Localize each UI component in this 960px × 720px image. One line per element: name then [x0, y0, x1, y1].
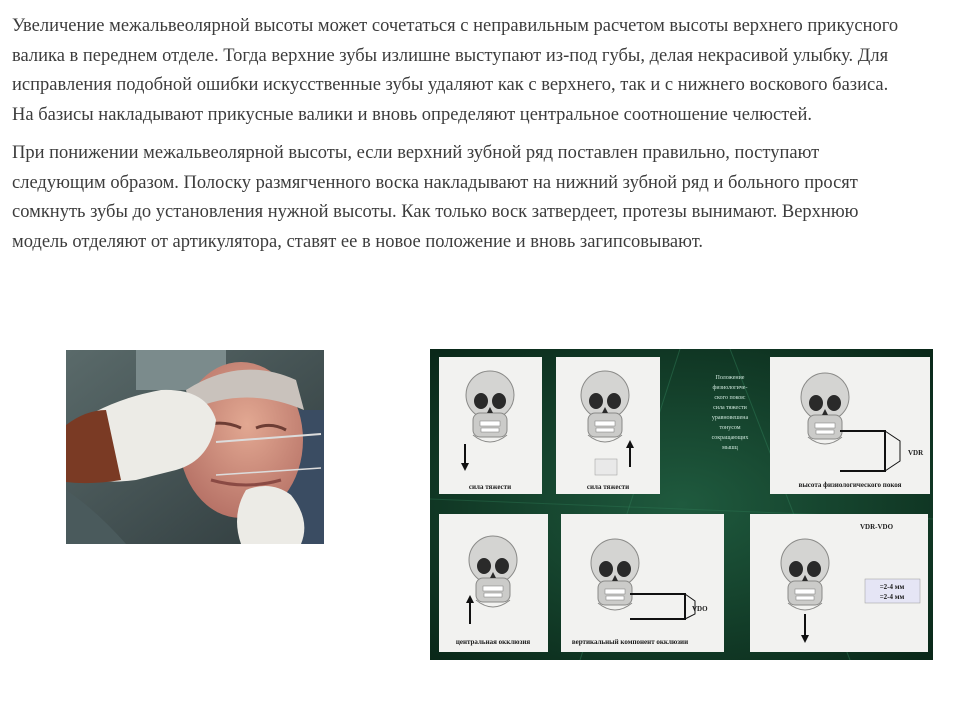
panel-6-formula-bottom: =2-4 мм: [879, 593, 905, 601]
svg-text:мышц: мышц: [722, 445, 738, 451]
svg-text:Положение: Положение: [715, 375, 745, 381]
svg-text:тонусом: тонусом: [719, 425, 741, 431]
panel-1: [439, 357, 542, 494]
panel-3-caption: высота физиологического покоя: [798, 481, 902, 489]
paragraph-1: Увеличение межальвеолярной высоты может сочетаться с неправильным расчетом высоты верхнего прикусного валика в переднем отделе. Тогда верхние зубы излишне выступают из-под губы, делая некрасивой улыбку. Для исправления подобной ошибки искусственные зубы удаляют как с верхнего, так и с нижнего воскового базиса. На базисы накладывают прикусные валики и вновь определяют центральное соотношение челюстей.: [12, 16, 899, 125]
panel-5-caption: вертикальный компонент окклюзии: [571, 638, 689, 646]
svg-text:уравновешена: уравновешена: [711, 415, 749, 421]
panel-2: [556, 357, 660, 494]
panel-3-vdr: VDR: [908, 449, 924, 457]
panel-4-caption: центральная окклюзия: [455, 638, 531, 646]
panel-5-vdo: VDO: [692, 605, 708, 613]
svg-text:сила тяжести: сила тяжести: [713, 405, 747, 411]
skull-diagram-figure: [430, 349, 933, 660]
panel-4: [439, 514, 548, 652]
panel-2-caption: сила тяжести: [586, 483, 630, 491]
clinical-photo: [66, 350, 324, 544]
svg-text:ского покоя:: ского покоя:: [714, 395, 746, 401]
svg-text:сокращающих: сокращающих: [711, 435, 749, 441]
panel-6-vdr-vdo: VDR-VDO: [860, 523, 894, 531]
svg-text:физиологиче-: физиологиче-: [712, 385, 748, 391]
panel-6: [750, 514, 928, 652]
text-block: [12, 12, 912, 266]
panel-1-caption: сила тяжести: [468, 483, 512, 491]
panel-6-formula-top: =2-4 мм: [879, 583, 905, 591]
paragraph-2: При понижении межальвеолярной высоты, если верхний зубной ряд поставлен правильно, поступают следующим образом. Полоску размягченного воска накладывают на нижний зубной ряд и больного просят сомкнуть зубы до установления нужной высоты. Как только воск затвердеет, протезы вынимают. Верхнюю модель отделяют от артикулятора, ставят ее в новое положение и вновь загипсовывают.: [12, 143, 859, 252]
panel-3: [770, 357, 930, 494]
panel-5: [561, 514, 724, 652]
